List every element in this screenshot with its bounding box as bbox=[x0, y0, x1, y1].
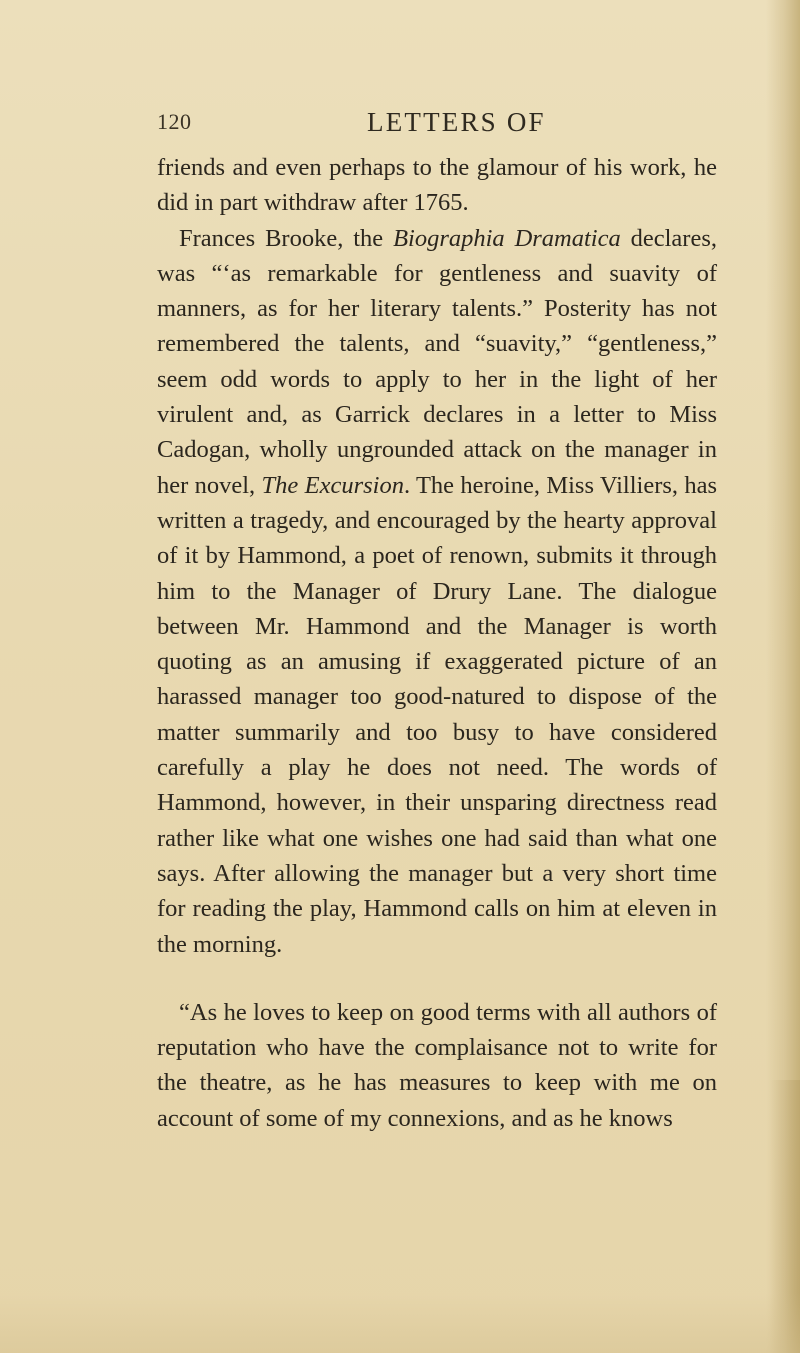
page-header bbox=[157, 107, 717, 143]
paragraph-3: “As he loves to keep on good terms with all authors of reputation who have the complaisance not to write for the theatre, as he has measures to keep with me on account of some of my connexions, and as he knows bbox=[157, 998, 717, 1132]
page-bottom-shadow bbox=[0, 1293, 800, 1353]
paragraph-2: Frances Brooke, the Biographia Dramatica declares, was “‘as remarkable for gentleness and suavity of manners, as for her literary talents.” Posterity has not remembered the talents, and “suavity,” “gentleness,” seem odd words to apply to her in the light of her virulent and, as Garrick declares in a letter to Miss Cadogan, wholly ungrounded attack on the manager in her novel, The Excursion. The heroine, Miss Villiers, has written a tragedy, and encouraged by the hearty approval of it by Hammond, a poet of renown, submits it through him to the Manager of Drury Lane. The dialogue between Mr. Hammond and the Manager is worth quoting as an amusing if exaggerated picture of an harassed manager too good-natured to dispose of the matter summarily and too busy to have considered carefully a play he does not need. The words of Hammond, however, in their unsparing directness read rather like what one wishes one had said than what one says. After allowing the manager but a very short time for reading the play, Hammond calls on him at eleven in the morning. bbox=[157, 224, 718, 958]
running-head: LETTERS OF bbox=[367, 107, 546, 137]
italic-title: The Excursion bbox=[261, 471, 404, 499]
page-number: 120 bbox=[157, 109, 192, 134]
italic-title: Biographia Dramatica bbox=[393, 224, 621, 252]
body-text bbox=[157, 150, 717, 1136]
paragraph-1: friends and even perhaps to the glamour of his work, he did in part withdraw after 1765. bbox=[157, 154, 717, 217]
